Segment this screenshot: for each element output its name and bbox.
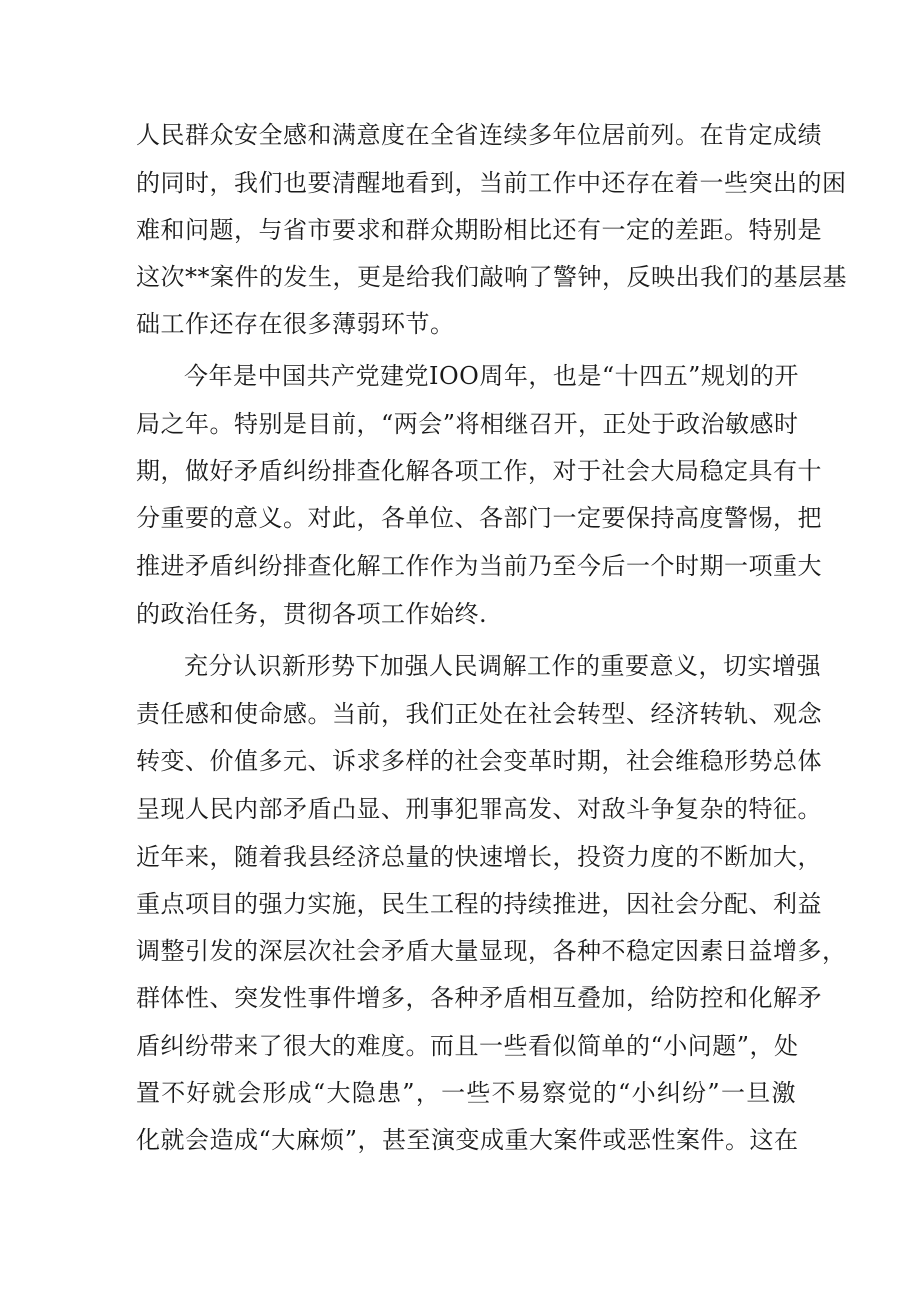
text-line: 期，做好矛盾纠纷排查化解各项工作，对于社会大局稳定具有十 (136, 457, 822, 485)
text-line: 难和问题，与省市要求和群众期盼相比还有一定的差距。特别是 (136, 216, 822, 244)
text-line: 这次**案件的发生，更是给我们敲响了警钟，反映出我们的基层基 (136, 263, 847, 291)
text-line: 呈现人民内部矛盾凸显、刑事犯罪高发、对敌斗争复杂的特征。 (136, 795, 822, 823)
text-line: 近年来，随着我县经济总量的快速增长，投资力度的不断加大， (136, 843, 822, 871)
text-line: 分重要的意义。对此，各单位、各部门一定要保持高度警惕，把 (136, 504, 822, 532)
text-line: 重点项目的强力实施，民生工程的持续推进，因社会分配、利益 (136, 890, 822, 918)
text-line: 调整引发的深层次社会矛盾大量显现，各种不稳定因素日益增多， (136, 937, 847, 965)
text-line: 推进矛盾纠纷排查化解工作作为当前乃至今后一个时期一项重大 (136, 552, 822, 580)
text-line: 责任感和使命感。当前，我们正处在社会转型、经济转轨、观念 (136, 700, 822, 728)
text-line: 的政治任务，贯彻各项工作始终. (136, 600, 488, 628)
text-line: 群体性、突发性事件增多，各种矛盾相互叠加，给防控和化解矛 (136, 984, 822, 1012)
text-line: 化就会造成“大麻烦”，甚至演变成重大案件或恶性案件。这在 (136, 1126, 799, 1154)
text-line: 人民群众安全感和满意度在全省连续多年位居前列。在肯定成绩 (136, 121, 822, 149)
text-line: 转变、价值多元、诉求多样的社会变革时期，社会维稳形势总体 (136, 747, 822, 775)
text-line: 的同时，我们也要清醒地看到，当前工作中还存在着一些突出的困 (136, 169, 847, 197)
text-line: 局之年。特别是目前，“两会”将相继召开，正处于政治敏感时 (136, 410, 799, 438)
text-line: 充分认识新形势下加强人民调解工作的重要意义，切实增强 (184, 652, 821, 680)
text-line: 盾纠纷带来了很大的难度。而且一些看似简单的“小问题”，处 (136, 1032, 799, 1060)
text-line: 础工作还存在很多薄弱环节。 (136, 310, 455, 338)
text-line: 今年是中国共产党建党IOO周年，也是“十四五”规划的开 (184, 362, 799, 390)
text-line: 置不好就会形成“大隐患”，一些不易察觉的“小纠纷”一旦激 (136, 1079, 796, 1107)
